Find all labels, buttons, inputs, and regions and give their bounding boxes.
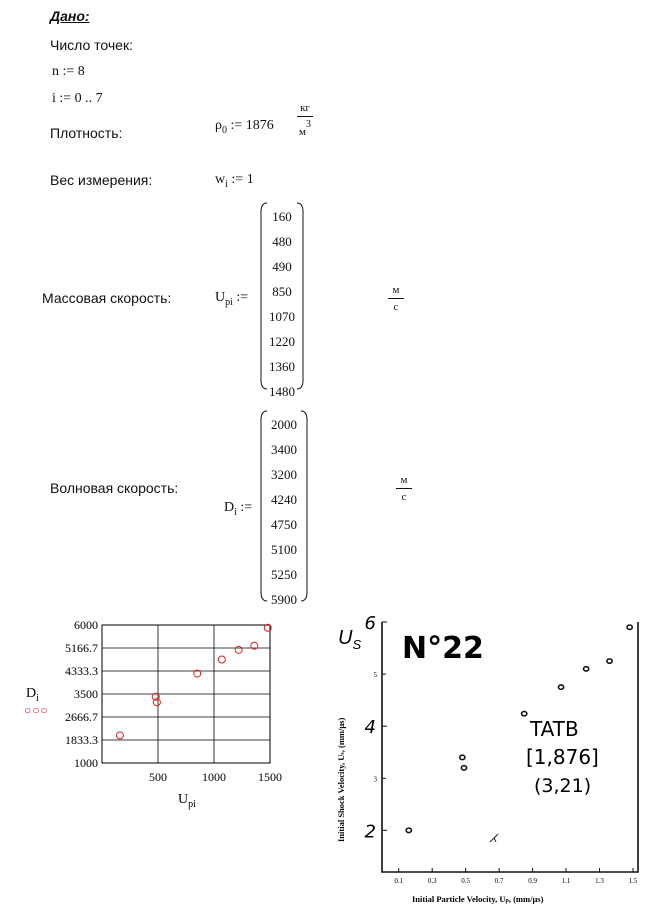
us-label-subscript: S bbox=[352, 637, 362, 652]
mass-velocity-unit-denominator: с bbox=[393, 301, 399, 313]
mass-velocity-symbol: U bbox=[215, 290, 226, 305]
y-axis-title-unit: , (mm/μs) bbox=[336, 717, 346, 753]
matrix-cell: 2000 bbox=[271, 417, 297, 432]
x-tick-label: 1.3 bbox=[595, 877, 604, 885]
data-point bbox=[607, 659, 612, 663]
i-definition: i := 0 .. 7 bbox=[52, 91, 103, 106]
mass-velocity-assign: := bbox=[232, 290, 249, 305]
wave-velocity-unit-bar bbox=[396, 488, 412, 489]
data-point bbox=[461, 766, 466, 770]
x-axis-label-subscript: pi bbox=[188, 799, 196, 810]
y-tick-label: 3500 bbox=[74, 687, 98, 701]
x-tick-label: 1.1 bbox=[561, 877, 571, 885]
data-point bbox=[218, 656, 225, 663]
data-point bbox=[235, 646, 242, 653]
density-value: := 1876 bbox=[227, 118, 274, 133]
matrix-cell: 490 bbox=[272, 259, 292, 274]
y-axis-title: Initial Shock Velocity, Us, (mm/μs) bbox=[336, 717, 346, 842]
y-tick-label: 1000 bbox=[74, 756, 98, 770]
x-tick-label: 1000 bbox=[202, 770, 226, 784]
y-tick-label: 5166.7 bbox=[65, 641, 98, 655]
y-tick-label: 6000 bbox=[74, 618, 98, 632]
matrix-cell: 4750 bbox=[271, 517, 297, 532]
y-axis-label: $D_i$ bbox=[26, 686, 39, 704]
density-symbol: ρ bbox=[215, 118, 222, 133]
wave-velocity-subscript: i bbox=[234, 507, 237, 518]
y-axis-label-subscript: i bbox=[36, 693, 39, 704]
y-tick-label: 3 bbox=[373, 775, 377, 784]
density-note: [1,876] bbox=[526, 745, 599, 769]
mass-velocity-unit-bar bbox=[388, 298, 404, 299]
y-tick-label: 2666.7 bbox=[65, 710, 98, 724]
scatter-chart bbox=[20, 615, 320, 815]
wave-velocity-label: Волновая скорость: bbox=[50, 480, 179, 496]
points-label: Число точек: bbox=[50, 37, 133, 53]
y-tick-label: 4 bbox=[364, 717, 376, 739]
mass-velocity-label: Массовая скорость: bbox=[42, 290, 172, 306]
matrix-cell: 1360 bbox=[269, 359, 295, 374]
x-axis-title-unit: , (mm/μs) bbox=[508, 894, 544, 904]
x-tick-label: 0.3 bbox=[427, 877, 437, 885]
us-label: $U_S$ bbox=[338, 627, 362, 652]
given-heading: Дано: bbox=[50, 8, 90, 24]
x-axis-label: $U_{pi}$ bbox=[178, 792, 196, 810]
density-unit-numerator: кг bbox=[300, 102, 310, 114]
matrix-cell: 480 bbox=[272, 234, 292, 249]
matrix-cell: 1070 bbox=[269, 309, 295, 324]
y-tick-label: 5 bbox=[373, 671, 377, 680]
density-unit-denominator: м3 bbox=[299, 119, 311, 138]
density-label: Плотность: bbox=[50, 125, 123, 141]
data-point bbox=[522, 711, 527, 715]
density-expression bbox=[215, 118, 274, 136]
x-tick-label: 0.9 bbox=[528, 877, 537, 885]
wave-velocity-unit-numerator: м bbox=[400, 474, 408, 486]
wave-velocity-unit-denominator: с bbox=[401, 491, 407, 503]
density-unit bbox=[297, 102, 313, 138]
sample-number: N°22 bbox=[402, 631, 484, 666]
scan-mark bbox=[490, 834, 498, 842]
x-tick-label: 500 bbox=[149, 770, 167, 784]
weight-label: Вес измерения: bbox=[50, 172, 153, 188]
x-axis-title: Initial Particle Velocity, Up, (mm/μs) bbox=[412, 894, 544, 904]
matrix-cell: 3200 bbox=[271, 467, 297, 482]
wave-velocity-assign: := bbox=[236, 500, 253, 515]
x-tick-label: 0.5 bbox=[461, 877, 471, 885]
legend-marker: ○○○ bbox=[24, 703, 49, 717]
material-label: TATB bbox=[530, 717, 579, 741]
scanned-plot bbox=[330, 602, 664, 914]
matrix-cell: 5100 bbox=[271, 542, 297, 557]
matrix-cell: 1220 bbox=[269, 334, 295, 349]
mass-velocity-unit-numerator: м bbox=[392, 284, 400, 296]
density-subscript: 0 bbox=[222, 125, 227, 136]
data-point bbox=[558, 685, 563, 689]
data-point bbox=[116, 732, 123, 739]
y-tick-label: 6 bbox=[364, 613, 376, 634]
weight-symbol: w bbox=[215, 172, 226, 187]
n-definition: n := 8 bbox=[52, 64, 85, 79]
x-tick-label: 0.7 bbox=[494, 877, 504, 885]
matrix-cell: 160 bbox=[272, 209, 292, 224]
mass-velocity-subscript: pi bbox=[225, 297, 233, 308]
matrix-cell: 850 bbox=[272, 284, 292, 299]
wave-velocity-unit bbox=[396, 474, 412, 503]
data-point bbox=[627, 625, 632, 629]
matrix-cell: 1480 bbox=[269, 384, 295, 399]
weight-subscript: i bbox=[225, 179, 228, 190]
extra-note: (3,21) bbox=[534, 775, 592, 797]
y-tick-label: 1833.3 bbox=[65, 733, 98, 747]
weight-expression bbox=[215, 172, 254, 190]
x-tick-label: 1.5 bbox=[628, 877, 638, 885]
data-point bbox=[406, 828, 411, 832]
mass-velocity-expression bbox=[215, 290, 248, 308]
x-tick-label: 1500 bbox=[258, 770, 282, 784]
matrix-cell: 5250 bbox=[271, 567, 297, 582]
wave-velocity-expression bbox=[224, 500, 252, 518]
y-axis-title-subscript: s bbox=[340, 752, 346, 755]
matrix-cell: 5900 bbox=[271, 592, 297, 607]
mass-velocity-unit bbox=[388, 284, 404, 313]
matrix-cell: 3400 bbox=[271, 442, 297, 457]
y-tick-label: 2 bbox=[364, 821, 376, 843]
y-tick-label: 4333.3 bbox=[65, 664, 98, 678]
data-point bbox=[584, 667, 589, 671]
matrix-cell: 4240 bbox=[271, 492, 297, 507]
x-axis-title-subscript: p bbox=[505, 898, 509, 904]
mass-velocity-matrix bbox=[258, 200, 306, 399]
density-unit-bar bbox=[297, 116, 313, 117]
weight-value: := 1 bbox=[227, 172, 254, 187]
wave-velocity-matrix bbox=[258, 408, 310, 607]
x-tick-label: 0.1 bbox=[394, 877, 404, 885]
wave-velocity-symbol: D bbox=[224, 500, 235, 515]
data-point bbox=[460, 755, 465, 759]
